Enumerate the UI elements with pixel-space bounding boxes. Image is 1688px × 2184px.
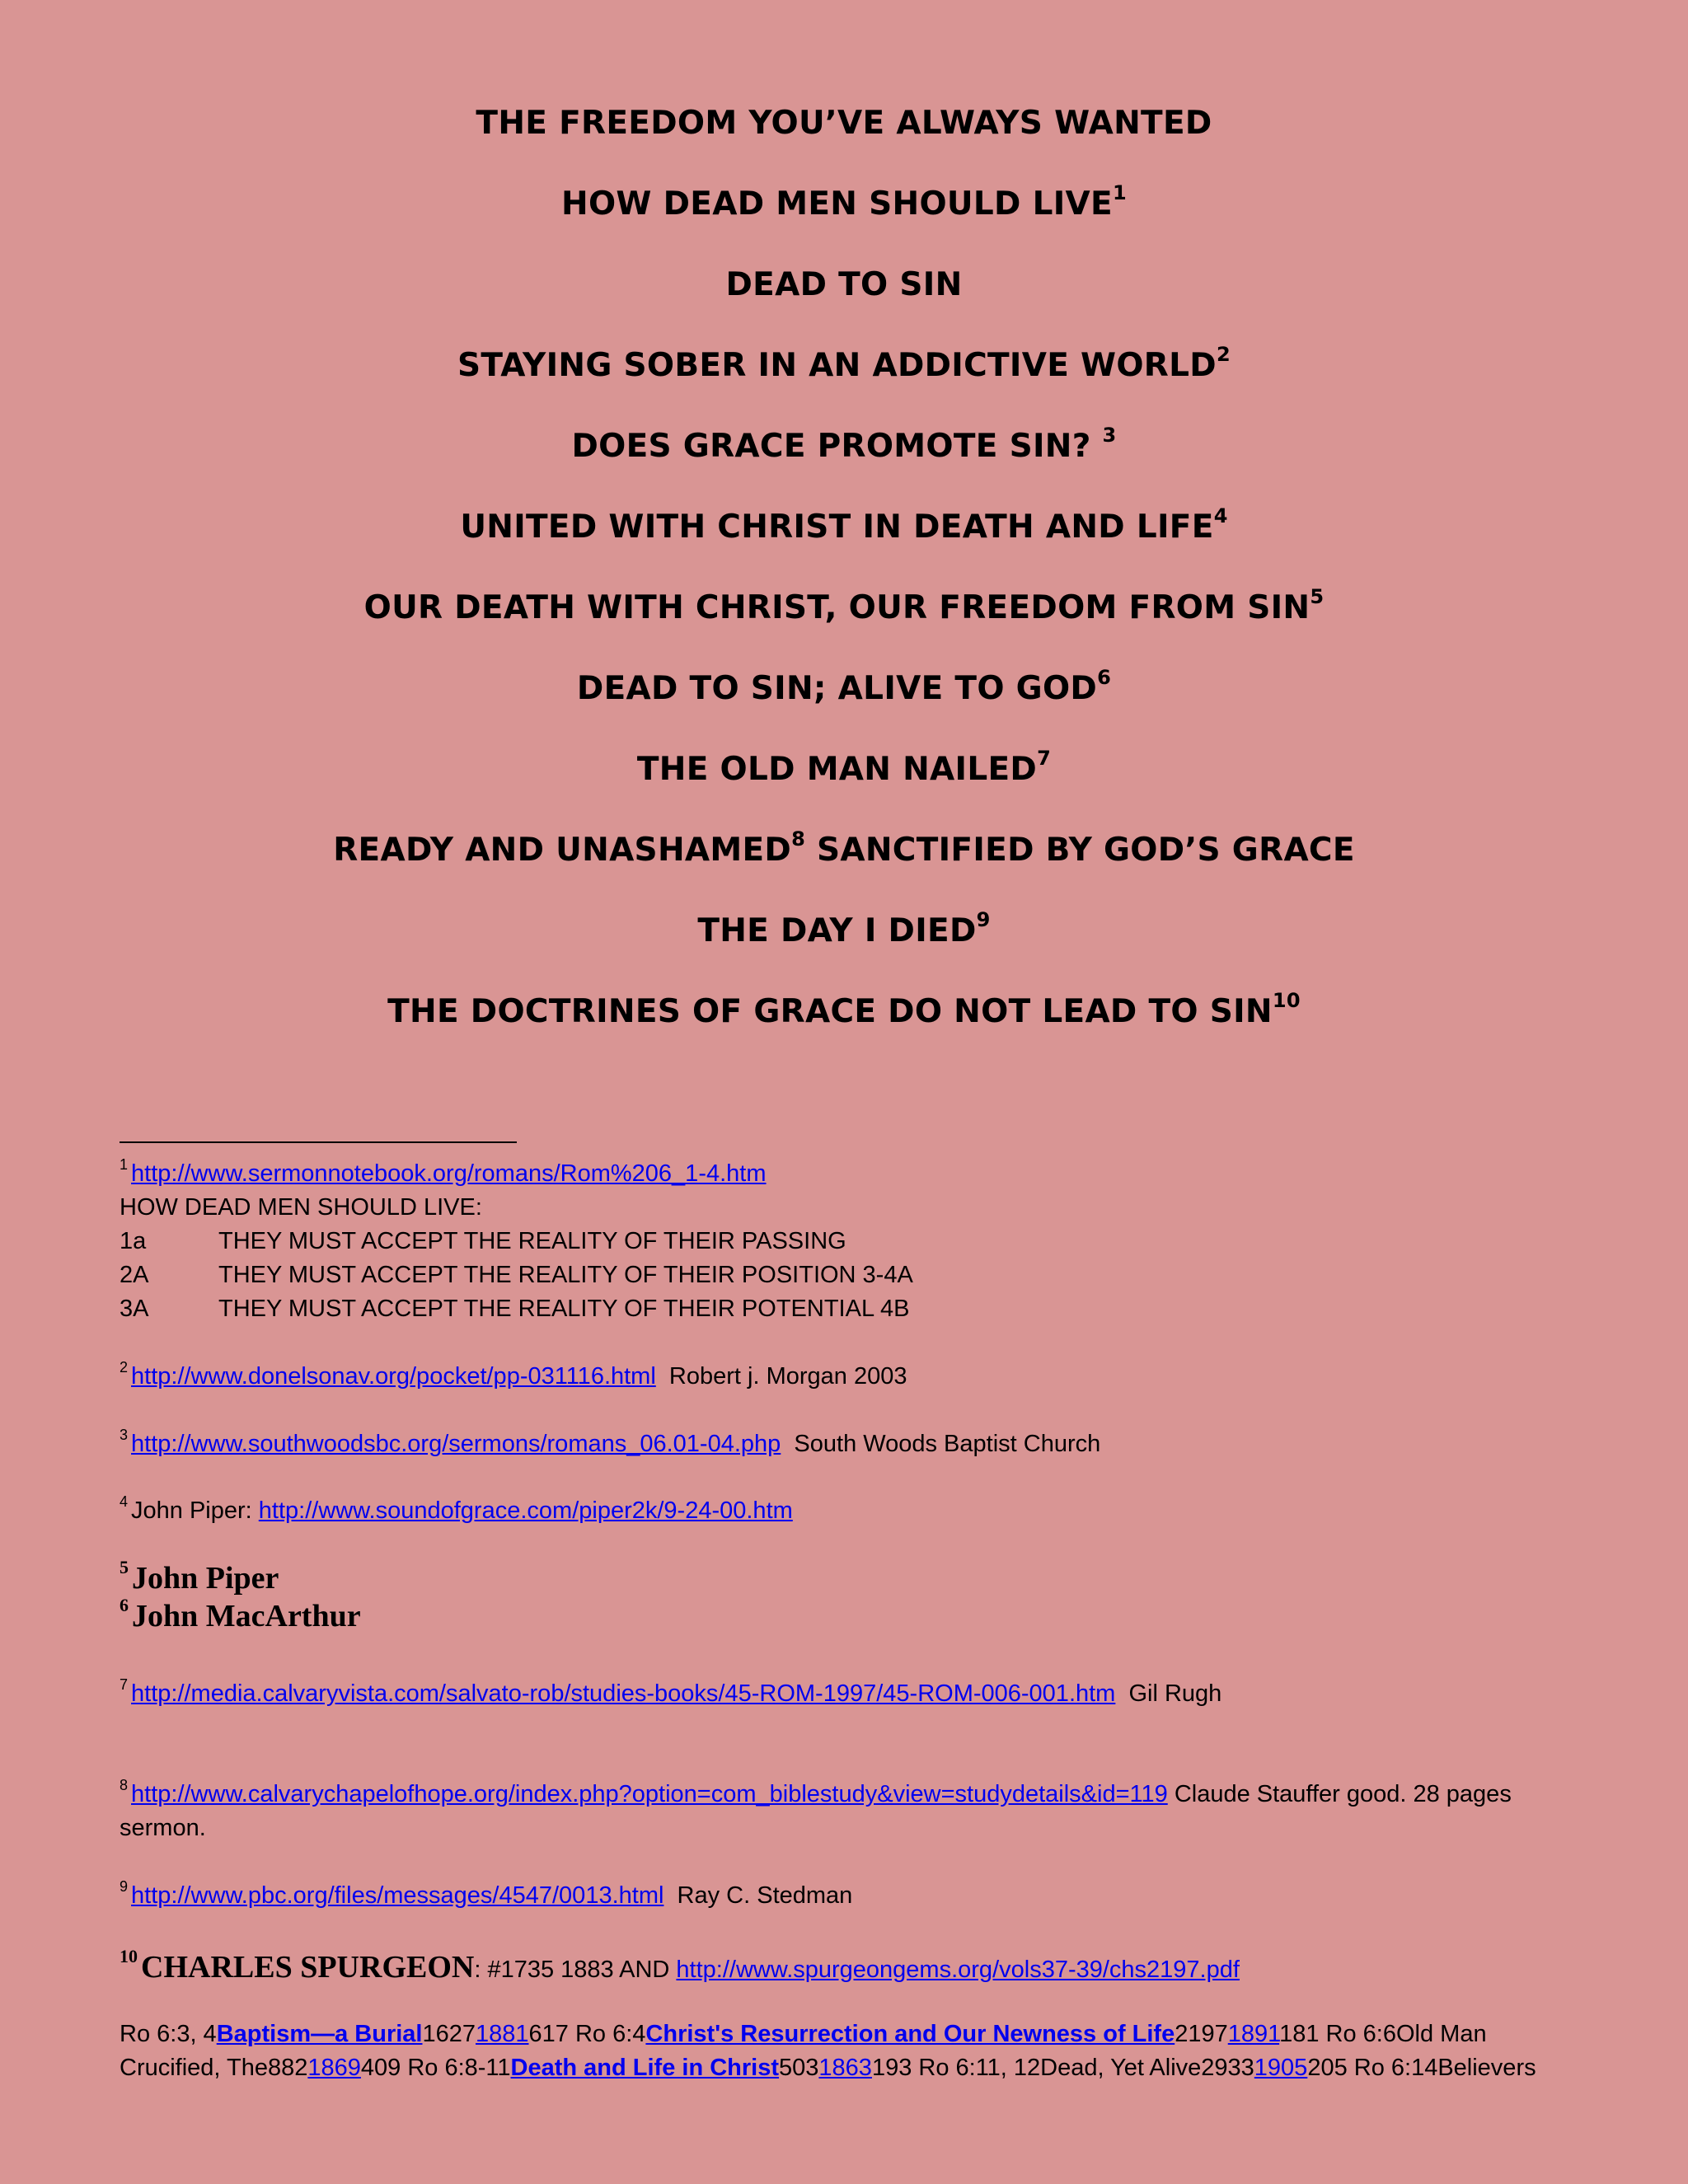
footnote-ref[interactable]: 4 (1213, 504, 1228, 527)
footnote-author: CHARLES SPURGEON (141, 1950, 475, 1985)
footnote-1 (120, 1157, 1587, 1326)
footnote-ref[interactable]: 8 (791, 827, 806, 851)
sermon-link[interactable]: Baptism—a Burial (216, 2021, 423, 2047)
footnote-link[interactable]: http://www.calvarychapelofhope.org/index.php?option=com_biblestudy&view=studydetails&id=119 (131, 1781, 1168, 1807)
footnote-8 (120, 1778, 1587, 1845)
footnote-number: 5 (120, 1557, 129, 1577)
sermon-link[interactable]: Christ's Resurrection and Our Newness of Life (645, 2021, 1175, 2047)
outline-point: 3A THEY MUST ACCEPT THE REALITY OF THEIR POTENTIAL 4B (120, 1296, 910, 1322)
title-list (0, 97, 1688, 1066)
outline-heading: HOW DEAD MEN SHOULD LIVE: (120, 1194, 482, 1221)
footnote-number: 4 (120, 1493, 129, 1510)
footnote-number: 10 (120, 1946, 138, 1966)
footnote-author: Gil Rugh (1128, 1680, 1222, 1707)
year-link[interactable]: 1891 (1227, 2021, 1280, 2047)
footnote-10: $^{10}$ CHARLES SPURGEON: #1735 1883 AND http://www.spurgeongems.org/vols37-39/chs2197.pdf (120, 1946, 1240, 1985)
footnote-link[interactable]: http://www.pbc.org/files/messages/4547/0013.html (131, 1882, 664, 1909)
footnote-author: Ray C. Stedman (677, 1882, 853, 1909)
footnote-4 (120, 1494, 1587, 1528)
footnote-separator (120, 1141, 517, 1143)
footnote-link[interactable]: http://www.soundofgrace.com/piper2k/9-24-00.htm (258, 1497, 793, 1524)
title-line: THE FREEDOM YOU’VE ALWAYS WANTED (476, 105, 1212, 142)
footnote-author: Claude Stauffer good. 28 pages sermon. (120, 1781, 1512, 1841)
footnote-ref[interactable]: 1 (1112, 181, 1127, 204)
footnote-link[interactable]: http://www.donelsonav.org/pocket/pp-031116.html (131, 1363, 656, 1390)
title-line: DOES GRACE PROMOTE SIN? $^3$ (571, 424, 1117, 465)
footnote-number: 6 (120, 1595, 129, 1615)
title-line: DEAD TO SIN; ALIVE TO GOD$^6$ (576, 666, 1112, 707)
footnote-ref[interactable]: 7 (1037, 747, 1052, 770)
footnote-2 (120, 1360, 1587, 1394)
footnote-number: 8 (120, 1777, 129, 1793)
footnote-ref[interactable]: 2 (1216, 343, 1231, 366)
year-link[interactable]: 1869 (307, 2055, 361, 2081)
year-link[interactable]: 1905 (1254, 2055, 1308, 2081)
footnote-author: South Woods Baptist Church (794, 1431, 1101, 1457)
footnote-author: John Piper: (131, 1497, 259, 1524)
year-link[interactable]: 1863 (818, 2055, 872, 2081)
footnote-ref[interactable]: 10 (1272, 989, 1301, 1012)
title-line: OUR DEATH WITH CHRIST, OUR FREEDOM FROM SIN$^5$ (363, 585, 1325, 626)
footnote-ref[interactable]: 6 (1097, 666, 1112, 689)
title-line: THE OLD MAN NAILED$^7$ (636, 747, 1052, 788)
sermon-references: Ro 6:3, 4Baptism—a Burial16271881617 Ro 6:4Christ's Resurrection and Our Newness of Life21971891181 Ro 6:6Old Man Crucified, The8821869409 Ro 6:8-11Death and Life in Christ5031863193 Ro 6:11, 12Dead, Yet Alive29331905205 Ro 6:14Believers (120, 2021, 1536, 2081)
footnote-5: $^5$ John Piper (120, 1557, 279, 1596)
footnote-9 (120, 1879, 1587, 1913)
footnote-number: 9 (120, 1878, 129, 1895)
footnote-link[interactable]: http://www.spurgeongems.org/vols37-39/chs2197.pdf (676, 1957, 1240, 1983)
footnote-7 (120, 1677, 1587, 1711)
footnote-ref[interactable]: 5 (1310, 585, 1325, 608)
year-link[interactable]: 1881 (476, 2021, 529, 2047)
outline-point: 1a THEY MUST ACCEPT THE REALITY OF THEIR PASSING (120, 1228, 846, 1254)
title-line: STAYING SOBER IN AN ADDICTIVE WORLD$^2$ (457, 343, 1231, 384)
title-line: HOW DEAD MEN SHOULD LIVE$^1$ (561, 181, 1127, 223)
footnote-number: 3 (120, 1427, 129, 1443)
title-line: UNITED WITH CHRIST IN DEATH AND LIFE$^4$ (460, 504, 1228, 546)
footnote-link[interactable]: http://media.calvaryvista.com/salvato-rob/studies-books/45-ROM-1997/45-ROM-006-001.htm (131, 1680, 1116, 1707)
footnote-number: 2 (120, 1359, 129, 1376)
footnote-link[interactable]: http://www.sermonnotebook.org/romans/Rom%206_1-4.htm (131, 1160, 767, 1187)
footnote-author: Robert j. Morgan 2003 (668, 1363, 907, 1390)
footnote-number: 1 (120, 1156, 129, 1173)
sermon-link[interactable]: Death and Life in Christ (510, 2055, 780, 2081)
footnote-number: 7 (120, 1676, 129, 1693)
title-line: DEAD TO SIN (725, 266, 963, 303)
footnote-link[interactable]: http://www.southwoodsbc.org/sermons/romans_06.01-04.php (131, 1431, 781, 1457)
footnote-3 (120, 1427, 1587, 1461)
title-line: READY AND UNASHAMED$^8$ SANCTIFIED BY GOD’S GRACE (333, 827, 1355, 869)
title-line: THE DOCTRINES OF GRACE DO NOT LEAD TO SIN$^{10}$ (387, 989, 1301, 1030)
footnote-6: $^6$ John MacArthur (120, 1595, 361, 1633)
footnote-ref[interactable]: 9 (976, 908, 991, 931)
title-line: THE DAY I DIED$^9$ (697, 908, 991, 949)
outline-point: 2A THEY MUST ACCEPT THE REALITY OF THEIR POSITION 3-4A (120, 1262, 913, 1288)
footnote-ref[interactable]: 3 (1102, 424, 1117, 447)
